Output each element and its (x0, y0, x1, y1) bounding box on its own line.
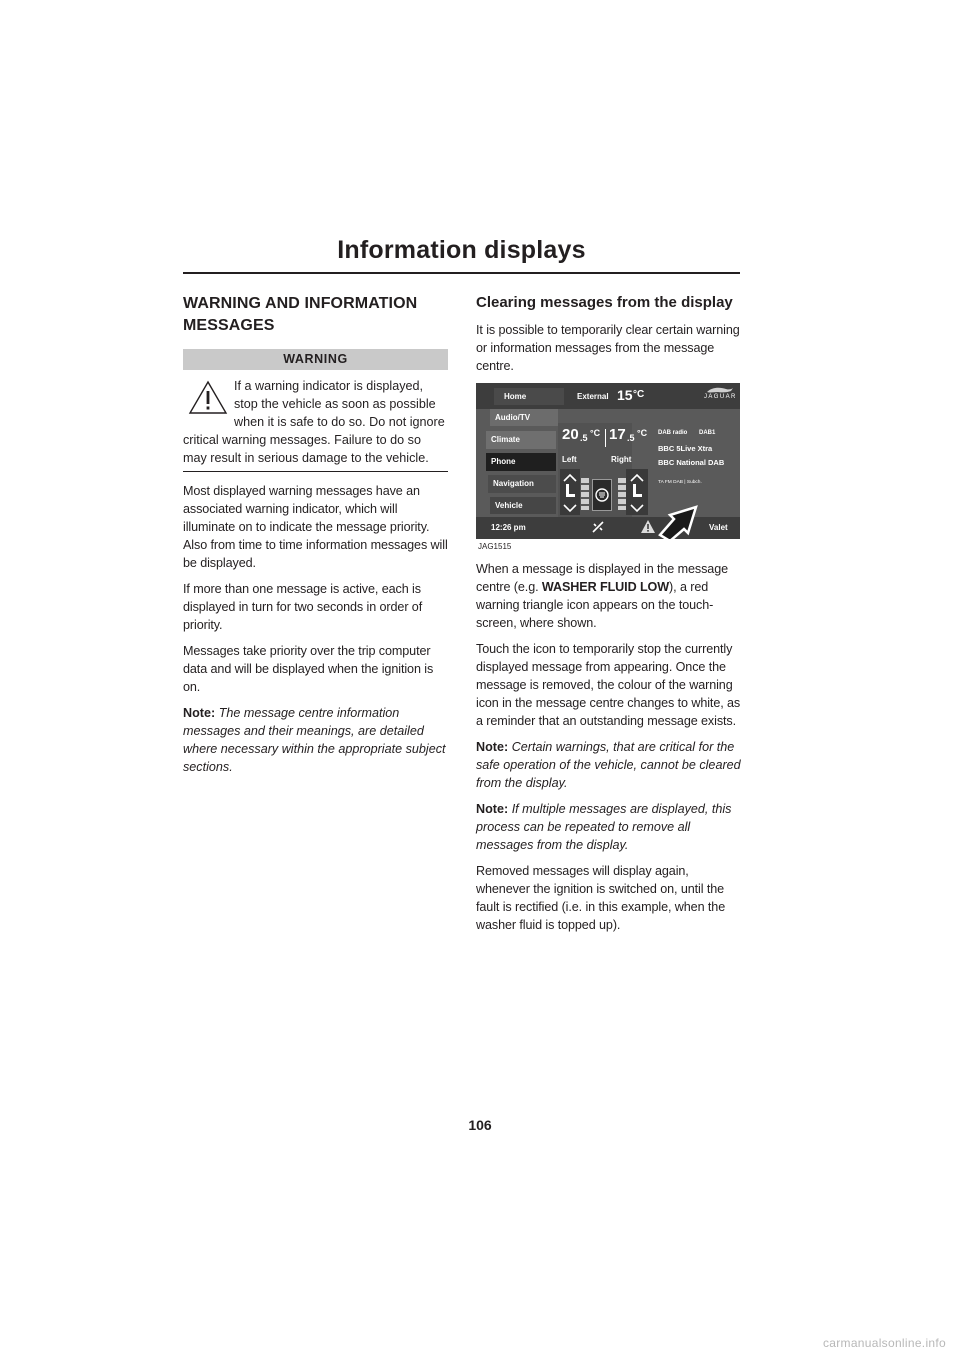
tab-navigation: Navigation (488, 475, 556, 493)
tab-audio-tv: Audio/TV (490, 409, 558, 426)
left-level-bars (581, 478, 589, 510)
radio-status: TA FM DAB | Subch. (658, 480, 702, 485)
left-temperature-decimal: .5 (580, 433, 588, 443)
warning-text-first: If a warning indicator is displayed, stop the vehicle as soon as possible when it is safe to do so. Do not ignore (234, 379, 445, 429)
paragraph: Removed messages will display again, whenever the ignition is switched on, until the fault is rectified (i.e. in this example, when the washer fluid is topped up). (476, 864, 726, 932)
air-distribution-icon (591, 520, 605, 534)
external-label: External (577, 392, 609, 401)
radio-band: DAB1 (699, 430, 716, 436)
valet-button: Valet (709, 523, 728, 532)
right-temperature-unit: °C (637, 428, 648, 438)
warning-header: WARNING (183, 349, 448, 370)
paragraph-text: ), a red warning triangle icon appears on the touch-screen, where shown. (476, 580, 714, 630)
page-title: Information displays (337, 236, 586, 264)
home-tab: Home (494, 388, 564, 405)
warning-text-second: critical warning messages. Failure to do so may result in serious damage to the vehicle. (183, 433, 429, 465)
paragraph (476, 560, 741, 632)
message-example: WASHER FLUID LOW (541, 580, 670, 594)
warning-content (183, 370, 448, 467)
jaguar-leaper-icon (706, 386, 734, 394)
section-heading-clearing-messages: Clearing messages from the display (476, 294, 733, 311)
touch-screen (476, 383, 740, 539)
note (476, 800, 741, 854)
note-label: Note: (183, 706, 216, 720)
left-column (183, 293, 448, 784)
warning-triangle-icon (188, 380, 228, 415)
right-seat-heater-icon (631, 483, 643, 499)
fan-icon (594, 487, 610, 503)
warning-triangle-button-icon[interactable] (640, 519, 656, 534)
left-up-arrow-icon (562, 473, 578, 483)
left-down-arrow-icon (562, 503, 578, 513)
left-zone-label: Left (562, 455, 577, 464)
external-unit: °C (633, 389, 645, 400)
figure-label: JAG1515 (478, 542, 512, 551)
left-temperature-unit: °C (590, 428, 601, 438)
paragraph: It is possible to temporarily clear certain warning or information messages from the message centre. (476, 323, 740, 373)
note-label: Note: (476, 802, 509, 816)
tab-phone: Phone (486, 453, 556, 471)
paragraph: Most displayed warning messages have an associated warning indicator, which will illuminate on to indicate the message priority. Also from time to time information messages will be displayed. (183, 484, 448, 570)
temperature-divider (605, 429, 606, 447)
note (476, 738, 741, 792)
watermark: carmanualsonline.info (822, 1336, 946, 1350)
brand-logo: JAGUAR (704, 394, 737, 400)
screen-clock: 12:26 pm (491, 523, 526, 532)
title-rule (183, 272, 740, 274)
right-temperature-decimal: .5 (627, 433, 635, 443)
right-column (476, 293, 741, 942)
right-zone-label: Right (611, 455, 632, 464)
right-temperature: 17 (609, 426, 626, 443)
external-temperature: 15 (617, 387, 633, 403)
warning-box (183, 349, 448, 472)
radio-source: DAB radio (658, 430, 688, 436)
paragraph-text: When a message is displayed in the message centre (e.g. (476, 562, 729, 594)
touch-screen-figure (476, 383, 740, 551)
note (183, 704, 448, 776)
note-label: Note: (476, 740, 509, 754)
right-level-bars (618, 478, 626, 510)
page-number: 106 (468, 1117, 492, 1133)
tab-vehicle: Vehicle (490, 497, 556, 514)
tab-climate: Climate (486, 431, 556, 449)
pointer-arrow-icon (656, 501, 704, 539)
paragraph: Messages take priority over the trip computer data and will be displayed when the ignition is on. (183, 644, 434, 694)
note-text: The message centre information messages and their meanings, are detailed where necessary within the appropriate subject sections. (183, 706, 446, 774)
left-seat-heater-icon (564, 483, 576, 499)
right-down-arrow-icon (629, 503, 645, 513)
paragraph: If more than one message is active, each is displayed in turn for two seconds in order of priority. (183, 582, 423, 632)
radio-station-1: BBC 5Live Xtra (658, 444, 713, 453)
right-up-arrow-icon (629, 473, 645, 483)
note-text: If multiple messages are displayed, this process can be repeated to remove all messages from the display. (476, 802, 732, 852)
left-temperature: 20 (562, 426, 579, 443)
paragraph: Touch the icon to temporarily stop the currently displayed message from appearing. Once the message is removed, the colour of the warning icon in the message centre changes to white, as a reminder that an outstanding message exists. (476, 642, 741, 728)
note-text: Certain warnings, that are critical for the safe operation of the vehicle, cannot be cleared from the display. (476, 740, 741, 790)
section-heading-warning-messages: WARNING AND INFORMATION MESSAGES (183, 295, 418, 334)
radio-station-2: BBC National DAB (658, 458, 725, 467)
